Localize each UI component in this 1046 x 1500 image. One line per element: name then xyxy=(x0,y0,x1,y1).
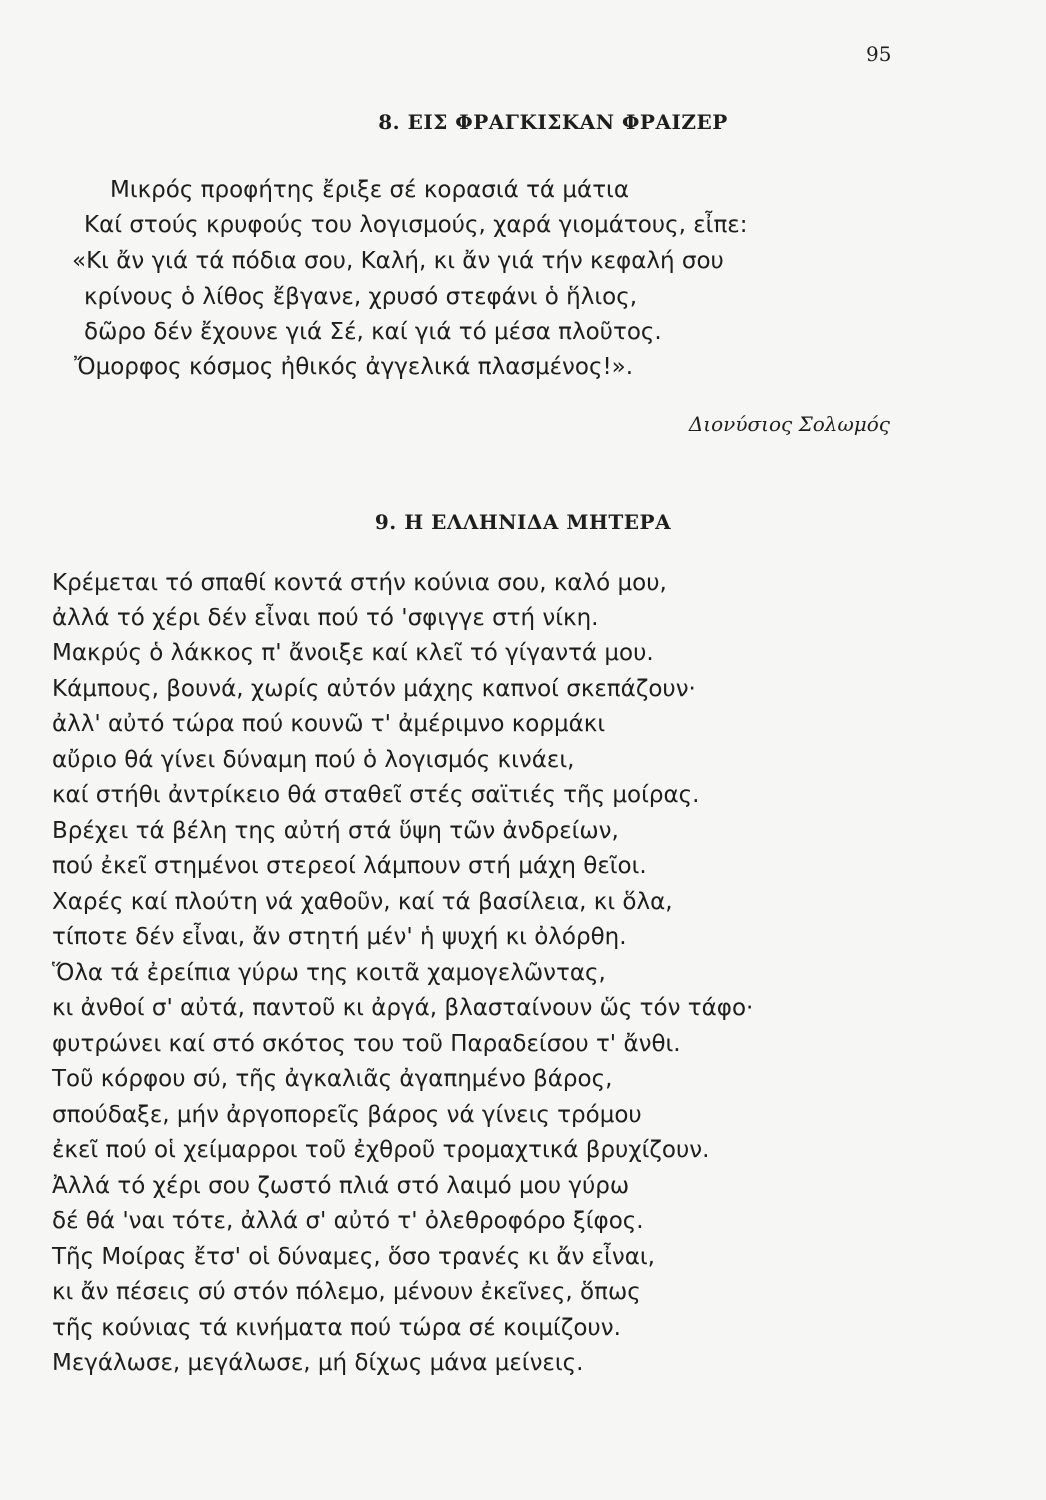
poem-line: Μεγάλωσε, μεγάλωσε, μή δίχως μάνα μείνεις. xyxy=(52,1350,584,1376)
poem-line: Ὅλα τά ἐρείπια γύρω της κοιτᾶ χαμογελῶντας, xyxy=(52,960,606,986)
poem-line: σπούδαξε, μήν ἀργοπορεῖς βάρος νά γίνεις τρόμου xyxy=(52,1102,642,1128)
poem-attribution: Διονύσιος Σολωμός xyxy=(688,412,890,436)
poem-line: «Κι ἄν γιά τά πόδια σου, Καλή, κι ἄν γιά τήν κεφαλή σου xyxy=(72,248,724,274)
poem-heading: 9. Η ΕΛΛΗΝΙΔΑ ΜΗΤΕΡΑ xyxy=(374,510,672,534)
poem-line: Κάμπους, βουνά, χωρίς αὐτόν μάχης καπνοί σκεπάζουν· xyxy=(52,676,696,702)
poem-line: δῶρο δέν ἔχουνε γιά Σέ, καί γιά τό μέσα πλοῦτος. xyxy=(84,319,662,345)
poem-line: Κρέμεται τό σπαθί κοντά στήν κούνια σου, καλό μου, xyxy=(52,570,667,596)
poem-line: αὔριο θά γίνει δύναμη πού ὁ λογισμός κινάει, xyxy=(52,747,575,773)
page-number: 95 xyxy=(866,42,892,66)
poem-line: Ἀλλά τό χέρι σου ζωστό πλιά στό λαιμό μου γύρω xyxy=(52,1173,630,1199)
poem-line: Τοῦ κόρφου σύ, τῆς ἀγκαλιᾶς ἀγαπημένο βάρος, xyxy=(52,1066,613,1092)
poem-line: καί στήθι ἀντρίκειο θά σταθεῖ στές σαϊτιές τῆς μοίρας. xyxy=(52,782,700,808)
poem-line: Μικρός προφήτης ἔριξε σέ κορασιά τά μάτια xyxy=(110,177,629,203)
poem-line: ἐκεῖ πού οἱ χείμαρροι τοῦ ἐχθροῦ τρομαχτικά βρυχίζουν. xyxy=(52,1137,710,1163)
poem-line: δέ θά 'ναι τότε, ἀλλά σ' αὐτό τ' ὀλεθροφόρο ξίφος. xyxy=(52,1208,644,1234)
poem-line: φυτρώνει καί στό σκότος του τοῦ Παραδείσου τ' ἄνθι. xyxy=(52,1031,681,1057)
poem-line: Βρέχει τά βέλη της αὐτή στά ὕψη τῶν ἀνδρείων, xyxy=(52,818,619,844)
poem-line: τῆς κούνιας τά κινήματα πού τώρα σέ κοιμίζουν. xyxy=(52,1315,621,1341)
poem-line: κι ἀνθοί σ' αὐτά, παντοῦ κι ἀργά, βλασταίνουν ὥς τόν τάφο· xyxy=(52,995,754,1021)
poem-line: Χαρές καί πλούτη νά χαθοῦν, καί τά βασίλεια, κι ὅλα, xyxy=(52,889,673,915)
poem-line: ἀλλά τό χέρι δέν εἶναι πού τό 'σφιγγε στή νίκη. xyxy=(52,605,599,631)
poem-line: κι ἄν πέσεις σύ στόν πόλεμο, μένουν ἐκεῖνες, ὅπως xyxy=(52,1279,641,1305)
poem-line: Μακρύς ὁ λάκκος π' ἄνοιξε καί κλεῖ τό γίγαντά μου. xyxy=(52,640,654,666)
poem-line: κρίνους ὁ λίθος ἔβγανε, χρυσό στεφάνι ὁ ἥλιος, xyxy=(84,284,638,310)
poem-line: Ὄμορφος κόσμος ἠθικός ἀγγελικά πλασμένος!». xyxy=(74,354,634,380)
poem-line: πού ἐκεῖ στημένοι στερεοί λάμπουν στή μάχη θεῖοι. xyxy=(52,853,647,879)
poem-line: τίποτε δέν εἶναι, ἄν στητή μέν' ἡ ψυχή κι ὀλόρθη. xyxy=(52,924,627,950)
poem-heading: 8. ΕΙΣ ΦΡΑΓΚΙΣΚΑΝ ΦΡΑΙΖΕΡ xyxy=(378,110,728,134)
poem-line: Καί στούς κρυφούς του λογισμούς, χαρά γιομάτους, εἶπε: xyxy=(84,212,748,238)
poem-line: Τῆς Μοίρας ἔτσ' οἱ δύναμες, ὅσο τρανές κι ἄν εἶναι, xyxy=(52,1244,655,1270)
poem-line: ἀλλ' αὐτό τώρα πού κουνῶ τ' ἀμέριμνο κορμάκι xyxy=(52,711,606,737)
